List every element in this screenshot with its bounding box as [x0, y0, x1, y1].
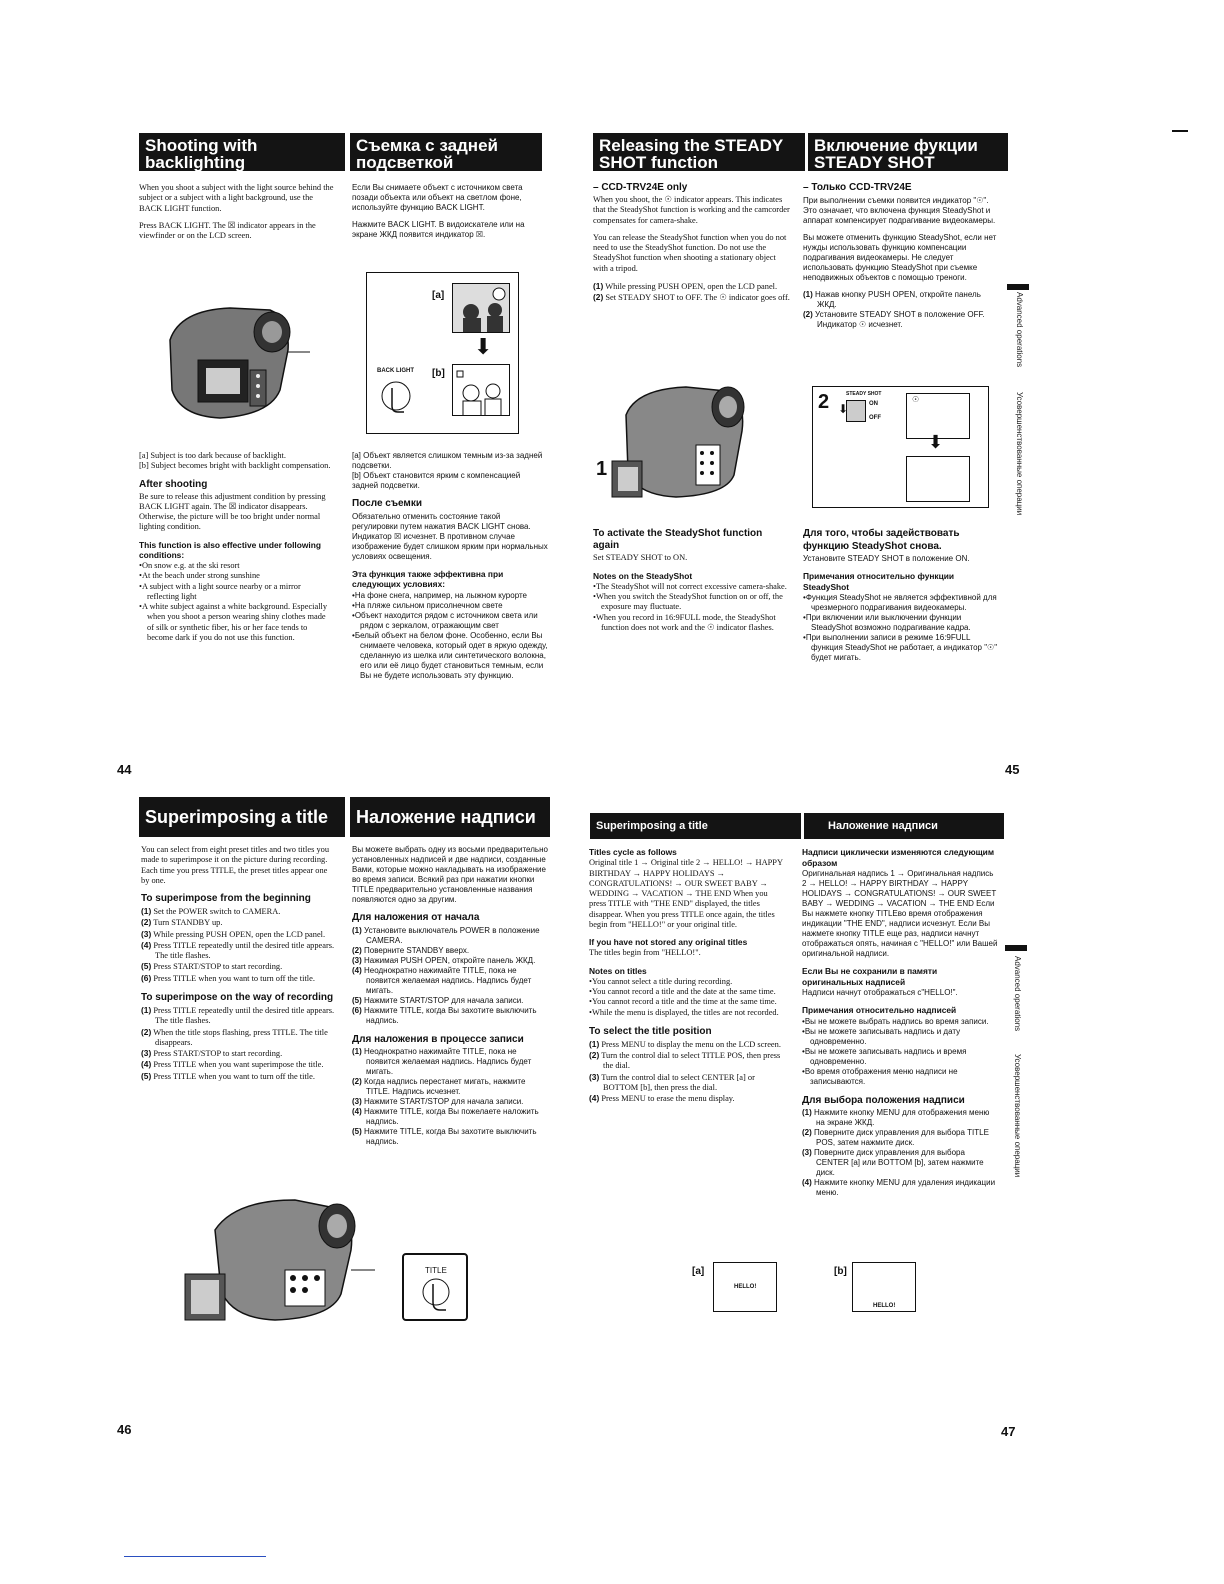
p44-screen-b — [452, 364, 510, 416]
p45-switch-arrow-down-icon: ⬇ — [838, 402, 849, 416]
p45-switch-off-label: OFF — [869, 415, 881, 421]
p44-camcorder-illustration — [150, 290, 310, 430]
p45-side-tab-ru: Усовершенствованные операции — [1014, 392, 1024, 516]
p45-arrow-down-icon: ⬇ — [928, 432, 944, 453]
p47-section-marker — [1005, 945, 1027, 951]
p47-ru-position-steps: (1) Нажмите кнопку MENU для отображения меню на экране ЖКД. (2) Поверните диск управления для выбора TITLE POS, затем нажмите диск. (3) Поверните диск управления для выбора CENTER [a] или BOTTOM [b], затем нажмите диск. (4) Нажмите кнопку MENU для удаления индикации меню. — [802, 1108, 996, 1197]
p47-title-ru: Наложение надписи — [804, 813, 1004, 839]
p45-switch-icon — [846, 400, 866, 422]
p45-en-notes: • The SteadyShot will not correct excessive camera-shake. • When you switch the SteadyShot function on or off, the exposure may fluctuate. • When you record in 16:9FULL mode, the SteadyShot function does not work and the ☉ indicator flashes. — [593, 582, 790, 633]
p45-corner-dash — [1172, 130, 1188, 132]
p46-en-begin-steps: (1) Set the POWER switch to CAMERA. (2) Turn STANDBY up. (3) While pressing PUSH OPEN, open the LCD panel. (4) Press TITLE repeatedly until the desired title appears. The title flashes. (5) Press START/STOP to start recording. (6) Press TITLE when you want to turn off the title. — [141, 906, 335, 983]
p45-ru-activate: Для того, чтобы задействовать функцию SteadyShot снова. Установите STEADY SHOT в положение ON. Примечания относительно функции SteadyShot • Функция SteadyShot не является эффективной для чрезмерного подрагивания видеокамеры. • При включении или выключении функции SteadyShot возможно подрагивание кадра. • При выполнении записи в режиме 16:9FULL функция SteadyShot не работает, а индикатор "☉" будет мигать. — [803, 528, 1001, 663]
p46-title-ru: Наложение надписи — [350, 797, 550, 837]
p47-screen-bottom — [852, 1262, 916, 1312]
p46-ru-body: Вы можете выбрать одну из восьми предварительно установленных надписей и две надписи, созданные Вами, которые можно накладывать на изображение во время записи. Всякий раз при нажатии кнопки TITLE предварительно установленные названия появляются одно за другим. Для наложения от начала (1) Установите выключатель POWER в положение CAMERA. (2) Поверните STANDBY вверх. (3) Нажимая PUSH OPEN, откройте панель ЖКД. (4) Неоднократно нажимайте TITLE, пока не появится желаемая надпись. Надпись будет мигать. (5) Нажмите START/STOP для начала записи. (6) Нажмите TITLE, когда Вы захотите выключить надпись. Для наложения в процессе записи (1) Неоднократно нажимайте TITLE, пока не появится желаемая надпись. Надпись будет мигать. (2) Когда надпись перестанет мигать, нажмите TITLE. Надпись исчезнет. (3) Нажмите START/STOP для начала записи. (4) Нажмите TITLE, когда Вы пожелаете наложить надпись. (5) Нажмите TITLE, когда Вы захотите выключить надпись. — [352, 845, 548, 1146]
p45-title-ru: Включение фукции STEADY SHOT — [808, 133, 1008, 171]
p47-en-body: Titles cycle as follows Original title 1 → Original title 2 → HELLO! → HAPPY BIRTHDAY → HAPPY HOLIDAYS → CONGRATULATIONS! → OUR SWEET BABY → WEDDING → VACATION → THE END When you press TITLE with "THE END" displayed, the titles disappear. When you press TITLE once again, the titles begin from "HELLO!" or your original title. If you have not stored any original titles The titles begin from "HELLO!". Notes on titles • You cannot select a title during recording. • You cannot record a title and the date at the same time. • You cannot record a title and the time at the same time. • While the menu is displayed, the titles are not recorded. To select the title position (1) Press MENU to display the menu on the LCD screen. (2) Turn the control dial to select TITLE POS, then press the dial. (3) Turn the control dial to select CENTER [a] or BOTTOM [b], then press the dial. (4) Press MENU to erase the menu display. — [589, 847, 786, 1104]
p45-ru-intro: – Только CCD-TRV24E При выполнении съемки появится индикатор "☉". Это означает, что включена функция SteadyShot и аппарат компенсирует подрагивание видеокамеры. Вы можете отменить функцию SteadyShot, если нет нужды использовать функцию компенсации подрагивания видеокамеры. Не следует использовать функцию SteadyShot при съемке неподвижных объектов с помощью треноги. (1) Нажав кнопку PUSH OPEN, откройте панель ЖКД. (2) Установите STEADY SHOT в положение OFF. Индикатор ☉ исчезнет. — [803, 182, 1001, 330]
p44-figure-label-b: [b] — [432, 368, 445, 379]
p47-screen-center — [713, 1262, 777, 1312]
p47-figure-label-a: [a] — [692, 1266, 705, 1277]
p45-en-steps: (1) While pressing PUSH OPEN, open the LCD panel. (2) Set STEADY SHOT to OFF. The ☉ indicator goes off. — [593, 280, 790, 303]
p45-figure-step-1: 1 — [596, 458, 608, 480]
p45-steadyshot-indicator-icon: ☉ — [912, 395, 920, 404]
p47-en-notes: • You cannot select a title during recording. • You cannot record a title and the date at the same time. • You cannot record a title and the time at the same time. • While the menu is displayed, the titles are not recorded. — [589, 977, 786, 1018]
p46-title-button-label: TITLE — [425, 1266, 447, 1275]
p44-en-effective-list: • On snow e.g. at the ski resort • At the beach under strong sunshine • A subject with a light source nearby or a mirror reflecting light • A white subject against a white background. Especially when you shoot a person wearing shiny clothes made of silk or synthetic fiber, his or her face tends to become dark if you do not use this function. — [139, 561, 334, 643]
p44-hand-press-icon — [378, 378, 414, 418]
p44-backlight-button-label: BACK LIGHT — [377, 368, 414, 374]
p45-screen-off — [906, 456, 970, 502]
p45-figure-step-2: 2 — [818, 391, 830, 413]
p45-en-intro: – CCD-TRV24E only When you shoot, the ☉ indicator appears. This indicates that the SteadyShot function is working and the camcorder compensates for camera-shake. You can release the SteadyShot function when you do not need to use the SteadyShot function. Do not use the SteadyShot function when shooting a stationary object with a tripod. (1) While pressing PUSH OPEN, open the LCD panel. (2) Set STEADY SHOT to OFF. The ☉ indicator goes off. — [593, 182, 790, 303]
p45-switch-on-label: ON — [869, 401, 878, 407]
p46-ru-way-steps: (1) Неоднократно нажимайте TITLE, пока не появится желаемая надпись. Надпись будет мигать. (2) Когда надпись перестанет мигать, нажмите TITLE. Надпись исчезнет. (3) Нажмите START/STOP для начала записи. (4) Нажмите TITLE, когда Вы пожелаете наложить надпись. (5) Нажмите TITLE, когда Вы захотите выключить надпись. — [352, 1047, 539, 1146]
p45-page-number: 45 — [1005, 762, 1020, 777]
p45-ru-notes: • Функция SteadyShot не является эффективной для чрезмерного подрагивания видеокамеры. • При включении или выключении функции SteadyShot возможно подрагивание кадра. • При выполнении записи в режиме 16:9FULL функция SteadyShot не работает, а индикатор "☉" будет мигать. — [803, 593, 1001, 663]
p46-camcorder-illustration — [175, 1190, 375, 1330]
p46-en-body: You can select from eight preset titles and two titles you made to superimpose it on the picture during recording. Each time you press TITLE, the preset titles appear one by one. To superimpose from the beginning (1) Set the POWER switch to CAMERA. (2) Turn STANDBY up. (3) While pressing PUSH OPEN, open the LCD panel. (4) Press TITLE repeatedly until the desired title appears. The title flashes. (5) Press START/STOP to start recording. (6) Press TITLE when you want to turn off the title. To superimpose on the way of recording (1) Press TITLE repeatedly until the desired title appears. The title flashes. (2) When the title stops flashing, press TITLE. The title disappears. (3) Press START/STOP to start recording. (4) Press TITLE when you want superimpose the title. (5) Press TITLE when you want to turn off the title. — [141, 845, 335, 1081]
p47-page-number: 47 — [1001, 1424, 1016, 1439]
p47-hello-bottom: HELLO! — [873, 1303, 896, 1309]
p45-camcorder-illustration — [596, 375, 756, 505]
p44-title-ru: Съемка с задней подсветкой — [350, 133, 542, 171]
bottom-underline — [124, 1556, 266, 1557]
p46-title-en: Superimposing a title — [139, 797, 345, 837]
p44-ru-captions: [a] Объект является слишком темным из-за задней подсветки. [b] Объект становится ярким с компенсацией задней подсветки. После съемки Обязательно отменить состояние такой регулировки путем нажатия BACK LIGHT снова. Индикатор ☒ исчезнет. В противном случае изображение будет слишком ярким при нормальных условиях освещения. Эта функция также эффективна при следующих условиях: • На фоне снега, например, на лыжном курорте • На пляже сильном присолнечном свете • Объект находится рядом с источником света или рядом с зеркалом, отражающим свет • Белый объект на белом фоне. Особенно, если Вы снимаете человека, который одет в яркую одежду, сделанную из шелка или синтетического волокна, его или её лицо будет становиться темным, если Вы не будете использовать эту функцию. — [352, 451, 548, 681]
p44-arrow-down-icon: ⬇ — [474, 335, 493, 360]
p44-ru-intro: Если Вы снимаете объект с источником света позади объекта или объект на светлом фоне, используйте функцию BACK LIGHT. Нажмите BACK LIGHT. В видоискателе или на экране ЖКД появится индикатор ☒. — [352, 183, 525, 239]
p47-hello-center: HELLO! — [734, 1284, 757, 1290]
p45-steady-shot-switch-label: STEADY SHOT — [846, 391, 882, 397]
p47-en-position-steps: (1) Press MENU to display the menu on the LCD screen. (2) Turn the control dial to select TITLE POS, then press the dial. (3) Turn the control dial to select CENTER [a] or BOTTOM [b], then press the dial. (4) Press MENU to erase the menu display. — [589, 1038, 781, 1104]
p47-figure-label-b: [b] — [834, 1266, 847, 1277]
p44-en-intro: When you shoot a subject with the light source behind the subject or a subject with a light background, use the BACK LIGHT function. Press BACK LIGHT. The ☒ indicator appears in the viewfinder or on the LCD screen. — [139, 183, 334, 240]
p45-side-tab-en: Advanced operations — [1014, 292, 1024, 368]
p46-en-way-steps: (1) Press TITLE repeatedly until the desired title appears. The title flashes. (2) When the title stops flashing, press TITLE. The title disappears. (3) Press START/STOP to start recording. (4) Press TITLE when you want superimpose the title. (5) Press TITLE when you want to turn off the title. — [141, 1005, 335, 1081]
p46-page-number: 46 — [117, 1422, 132, 1437]
p47-side-tab-en: Advanced operations — [1012, 956, 1022, 1032]
p46-hand-press-icon — [418, 1276, 454, 1316]
p44-page-number: 44 — [117, 762, 132, 777]
p47-ru-body: Надписи циклически изменяются следующим образом Оригинальная надпись 1 → Оригинальная надпись 2 → HELLO! → HAPPY BIRTHDAY → HAPPY HOLIDAYS → CONGRATULATIONS! → OUR SWEET BABY → WEDDING → VACATION → THE END Если Вы нажмете кнопку TITLEво время отображения индикации "THE END", надписи исчезнут. Если Вы нажмете кнопку TITLE еще раз, надписи начнут отображаться опять, начиная с "HELLO!" или Вашей оригинальной надписи. Если Вы не сохранили в памяти оригинальных надписей Надписи начнут отображаться с"HELLO!". Примечания относительно надписей • Вы не можете выбрать надпись во время записи. • Вы не можете записывать надпись и дату одновременно. • Вы не можете записывать надпись и время одновременно. • Во время отображения меню надписи не записываются. Для выбора положения надписи (1) Нажмите кнопку MENU для отображения меню на экране ЖКД. (2) Поверните диск управления для выбора TITLE POS, затем нажмите диск. (3) Поверните диск управления для выбора CENTER [a] или BOTTOM [b], затем нажмите диск. (4) Нажмите кнопку MENU для удаления индикации меню. — [802, 847, 1000, 1198]
p44-en-captions: [a] Subject is too dark because of backlight. [b] Subject becomes bright with backlight compensation. After shooting Be sure to release this adjustment condition by pressing BACK LIGHT again. The ☒ indicator disappears. Otherwise, the picture will be too bright under normal lighting condition. This function is also effective under following conditions: • On snow e.g. at the ski resort • At the beach under strong sunshine • A subject with a light source nearby or a mirror reflecting light • A white subject against a white background. Especially when you shoot a person wearing shiny clothes made of silk or synthetic fiber, his or her face tends to become dark if you do not use this function. — [139, 451, 334, 643]
p44-screen-a — [452, 283, 510, 333]
p44-title-en: Shooting with backlighting — [139, 133, 345, 171]
p45-en-activate: To activate the SteadyShot function again Set STEADY SHOT to ON. Notes on the SteadyShot • The SteadyShot will not correct excessive camera-shake. • When you switch the SteadyShot function on or off, the exposure may fluctuate. • When you record in 16:9FULL mode, the SteadyShot function does not work and the ☉ indicator flashes. — [593, 528, 790, 633]
p44-figure-label-a: [a] — [432, 290, 445, 301]
p47-title-en: Superimposing a title — [590, 813, 801, 839]
p45-ru-steps: (1) Нажав кнопку PUSH OPEN, откройте панель ЖКД. (2) Установите STEADY SHOT в положение OFF. Индикатор ☉ исчезнет. — [803, 289, 985, 329]
p47-side-tab-ru: Усовершенствованные операции — [1012, 1054, 1022, 1178]
p45-section-marker — [1007, 284, 1029, 290]
p46-ru-begin-steps: (1) Установите выключатель POWER в положение CAMERA. (2) Поверните STANDBY вверх. (3) Нажимая PUSH OPEN, откройте панель ЖКД. (4) Неоднократно нажимайте TITLE, пока не появится желаемая надпись. Надпись будет мигать. (5) Нажмите START/STOP для начала записи. (6) Нажмите TITLE, когда Вы захотите выключить надпись. — [352, 925, 540, 1025]
p47-ru-notes: • Вы не можете выбрать надпись во время записи. • Вы не можете записывать надпись и дату одновременно. • Вы не можете записывать надпись и время одновременно. • Во время отображения меню надписи не записываются. — [802, 1017, 1000, 1087]
p45-title-en: Releasing the STEADY SHOT function — [593, 133, 805, 171]
p44-ru-effective-list: • На фоне снега, например, на лыжном курорте • На пляже сильном присолнечном свете • Объект находится рядом с источником света или рядом с зеркалом, отражающим свет • Белый объект на белом фоне. Особенно, если Вы снимаете человека, который одет в яркую одежду, сделанную из шелка или синтетического волокна, его или её лицо будет становиться темным, если Вы не будете использовать эту функцию. — [352, 591, 548, 681]
